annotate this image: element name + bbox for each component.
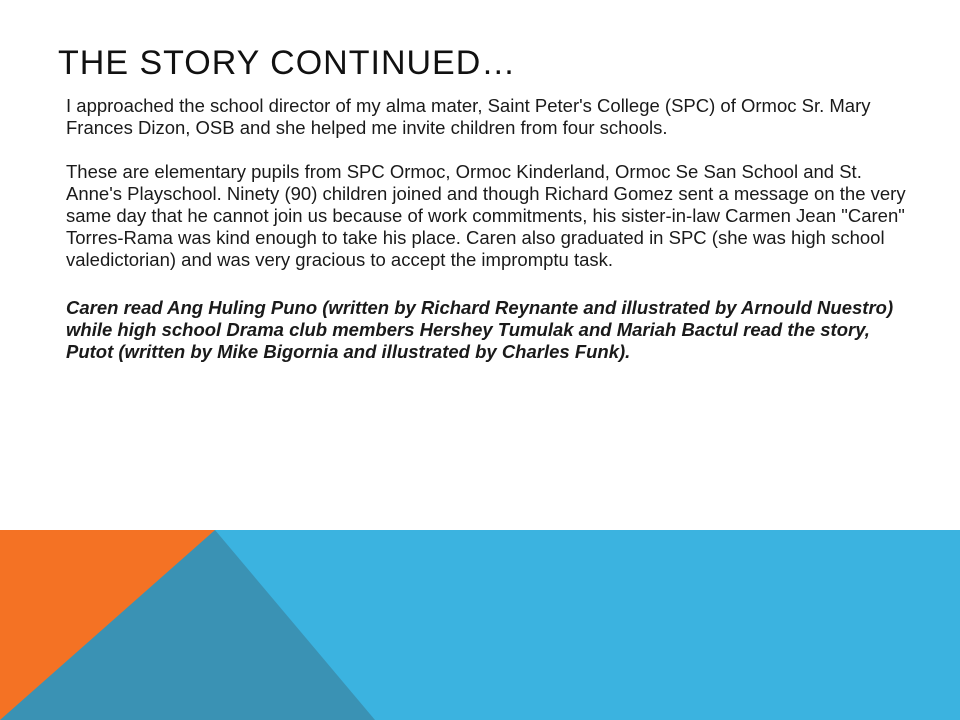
- paragraph-1: I approached the school director of my alma mater, Saint Peter's College (SPC) of Ormoc Sr. Mary Frances Dizon, OSB and she helped me invite children from four schools.: [66, 95, 871, 138]
- paragraph-2: These are elementary pupils from SPC Ormoc, Ormoc Kinderland, Ormoc Se San School and St. Anne's Playschool. Ninety (90) children joined and though Richard Gomez sent a message on the very same day that he cannot join us because of work commitments, his sister-in-law Carmen Jean "Caren" Torres-Rama was kind enough to take his place. Caren also graduated in SPC (she was high school valedictorian) and was very gracious to accept the impromptu task.: [66, 161, 906, 270]
- slide-title: THE STORY CONTINUED…: [58, 44, 517, 82]
- slide-body: [66, 95, 906, 363]
- paragraph-3-italic: Caren read Ang Huling Puno (written by Richard Reynante and illustrated by Arnould Nuestro) while high school Drama club members Hershey Tumulak and Mariah Bactul read the story, Putot (written by Mike Bigornia and illustrated by Charles Funk).: [66, 297, 894, 362]
- decorative-color-band: [0, 530, 960, 720]
